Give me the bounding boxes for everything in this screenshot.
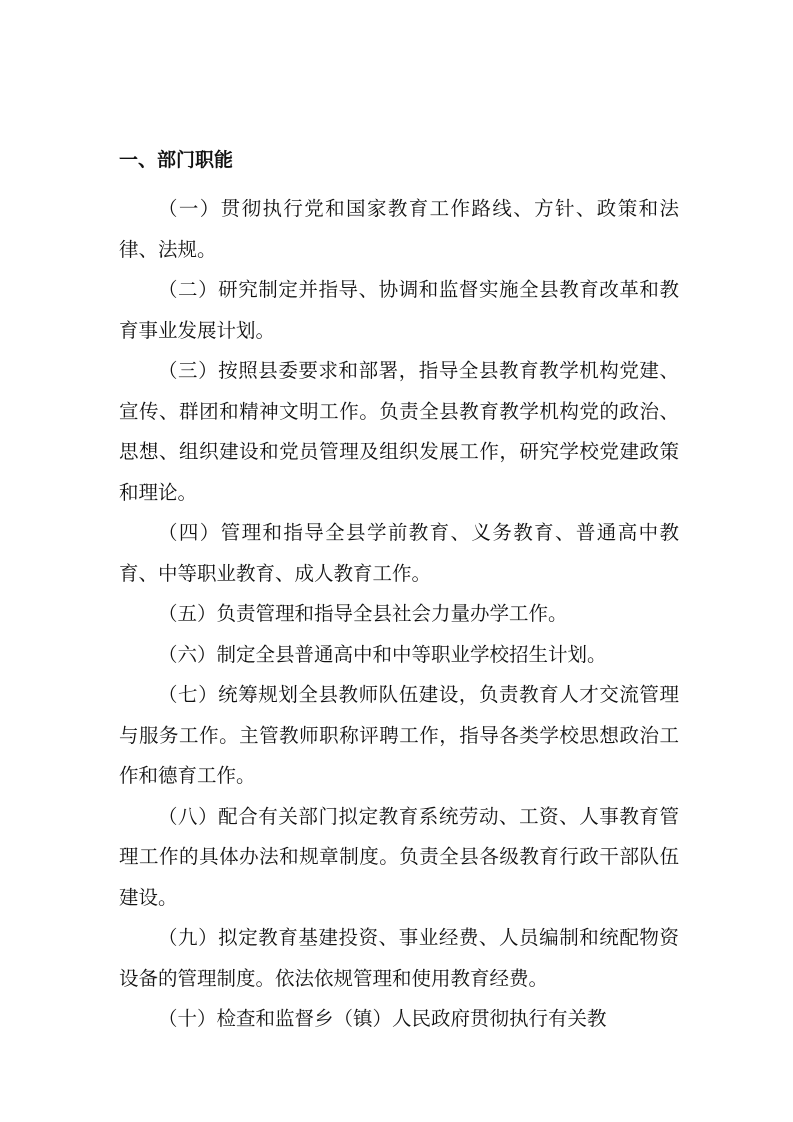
duty-paragraph-6: （六）制定全县普通高中和中等职业学校招生计划。 [158,642,607,666]
duty-paragraph-1: （一）贯彻执行党和国家教育工作路线、方针、政策和法律、法规。 [119,197,679,261]
duty-paragraph-3: （三）按照县委要求和部署，指导全县教育教学机构党建、宣传、群团和精神文明工作。负责全县教育教学机构党的政治、思想、组织建设和党员管理及组织发展工作，研究学校党建政策和理论。 [119,359,679,504]
duty-paragraph-2: （二）研究制定并指导、协调和监督实施全县教育改革和教育事业发展计划。 [119,278,679,342]
duty-paragraph-5: （五）负责管理和指导全县社会力量办学工作。 [158,602,568,625]
section-heading: 一、部门职能 [119,149,234,171]
duty-paragraph-8: （八）配合有关部门拟定教育系统劳动、工资、人事教育管理工作的具体办法和规章制度。负责全县各级教育行政干部队伍建设。 [119,804,679,909]
duty-paragraph-9: （九）拟定教育基建投资、事业经费、人员编制和统配物资设备的管理制度。依法依规管理和使用教育经费。 [119,926,679,990]
duty-paragraph-4: （四）管理和指导全县学前教育、义务教育、普通高中教育、中等职业教育、成人教育工作。 [119,521,679,585]
duty-paragraph-10: （十）检查和监督乡（镇）人民政府贯彻执行有关教 [158,1007,607,1030]
duty-paragraph-7: （七）统筹规划全县教师队伍建设，负责教育人才交流管理与服务工作。主管教师职称评聘工作，指导各类学校思想政治工作和德育工作。 [119,683,679,787]
duties-list [119,189,679,1040]
